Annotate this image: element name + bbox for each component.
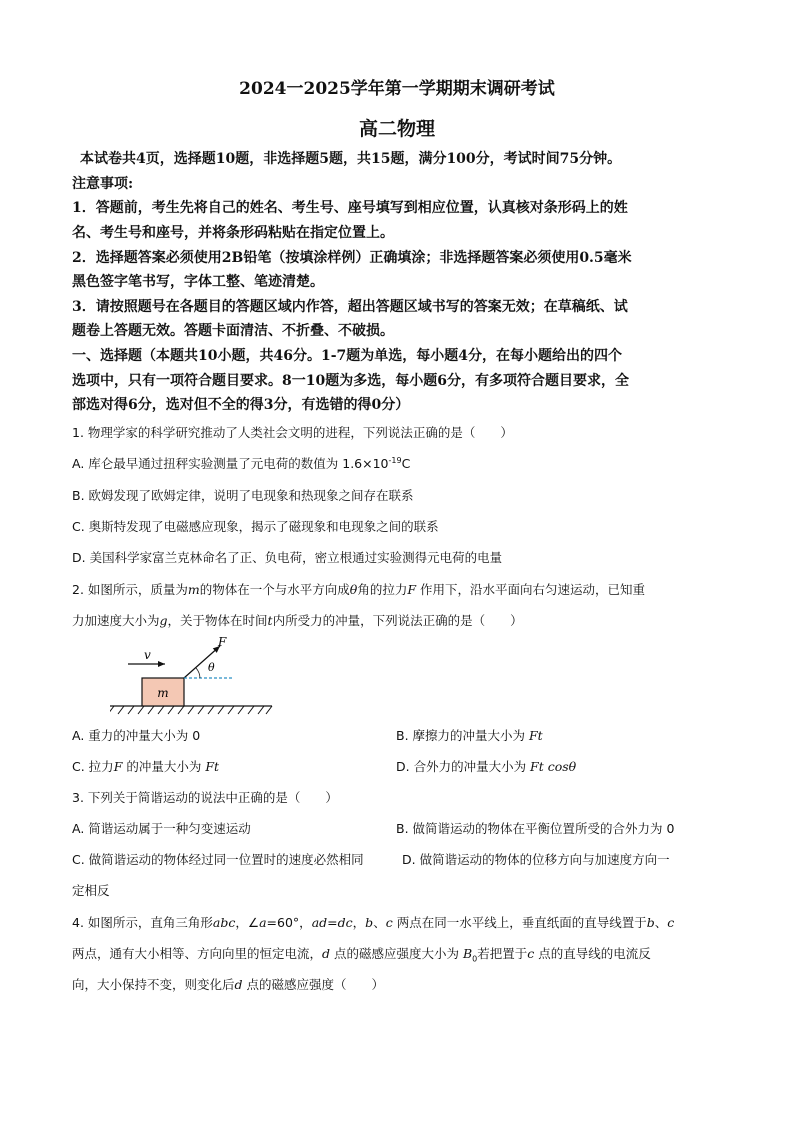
notice-line: 题卷上答题无效。答题卡面清洁、不折叠、不破损。: [72, 323, 394, 339]
q1-option-d: D. 美国科学家富兰克林命名了正、负电荷，密立根通过实验测得元电荷的电量: [72, 550, 503, 565]
q3-option-c: C. 做简谐运动的物体经过同一位置时的速度必然相同: [72, 852, 364, 867]
notice-line: 3．请按照题号在各题目的答题区域内作答，超出答题区域书写的答案无效；在草稿纸、试: [72, 299, 628, 315]
notice-line: 名、考生号和座号，并将条形码粘贴在指定位置上。: [72, 225, 394, 241]
section-heading: 选项中，只有一项符合题目要求。8一10题为多选，每小题6分，有多项符合题目要求，全: [72, 373, 629, 389]
intro-text: 本试卷共4页，选择题10题，非选择题5题，共15题，满分100分，考试时间75分钟。: [80, 151, 622, 167]
notice-line: 2．选择题答案必须使用2B铅笔（按填涂样例）正确填涂；非选择题答案必须使用0.5毫米: [72, 250, 632, 266]
notice-heading: 注意事项:: [72, 176, 134, 192]
q3-option-d: D. 做简谐运动的物体的位移方向与加速度方向一: [402, 852, 670, 867]
q2-option-c: C. 拉力F 的冲量大小为 Ft: [72, 759, 220, 774]
q4-stem-cont: 向，大小保持不变，则变化后d 点的磁感应强度（ ）: [72, 977, 385, 992]
q3-stem: 3. 下列关于简谐运动的说法中正确的是（ ）: [72, 790, 338, 805]
q1-option-c: C. 奥斯特发现了电磁感应现象，揭示了磁现象和电现象之间的联系: [72, 519, 439, 534]
q3-option-d-cont: 定相反: [72, 883, 110, 898]
force-label: F: [218, 635, 227, 649]
q4-stem-cont: 两点，通有大小相等、方向向里的恒定电流，d 点的磁感应强度大小为 $B_0$若把置于c 点的直导线的电流反: [72, 946, 651, 964]
q2-option-a: A. 重力的冲量大小为 0: [72, 728, 201, 743]
angle-label: θ: [208, 661, 215, 674]
exam-title: 2024一2025学年第一学期期末调研考试: [239, 79, 555, 99]
q2-option-d: D. 合外力的冲量大小为 Ft cosθ: [396, 759, 577, 774]
q4-stem: 4. 如图所示，直角三角形abc，∠a=60°，ad=dc，b、c 两点在同一水平线上，垂直纸面的直导线置于b、c: [72, 915, 675, 930]
q1-stem: 1. 物理学家的科学研究推动了人类社会文明的进程，下列说法正确的是（ ）: [72, 425, 513, 440]
angle-arc: [196, 668, 200, 678]
section-heading: 一、选择题（本题共10小题，共46分。1-7题为单选，每小题4分，在每小题给出的四个: [72, 348, 622, 364]
q1-option-b: B. 欧姆发现了欧姆定律，说明了电现象和热现象之间存在联系: [72, 488, 414, 503]
velocity-label: v: [144, 648, 151, 662]
q2-stem-cont: 力加速度大小为g，关于物体在时间t内所受力的冲量，下列说法正确的是（ ）: [72, 613, 523, 628]
notice-line: 黑色签字笔书写，字体工整、笔迹清楚。: [72, 274, 324, 290]
q2-figure: [110, 632, 280, 718]
q3-option-b: B. 做简谐运动的物体在平衡位置所受的合外力为 0: [396, 821, 675, 836]
section-heading: 部选对得6分，选对但不全的得3分，有选错的得0分）: [72, 397, 410, 413]
q2-option-b: B. 摩擦力的冲量大小为 Ft: [396, 728, 543, 743]
q1-option-a: A. 库仑最早通过扭秤实验测量了元电荷的数值为 $1.6\times 10^{-19}C$: [72, 455, 411, 471]
notice-line: 1．答题前，考生先将自己的姓名、考生号、座号填写到相应位置，认真核对条形码上的姓: [72, 200, 628, 216]
q3-option-a: A. 简谐运动属于一种匀变速运动: [72, 821, 251, 836]
q2-stem: 2. 如图所示，质量为m的物体在一个与水平方向成θ角的拉力F 作用下，沿水平面向右匀速运动，已知重: [72, 582, 645, 597]
ground-hatching: [110, 706, 272, 714]
mass-label: m: [157, 686, 169, 700]
exam-subject: 高二物理: [358, 118, 435, 140]
